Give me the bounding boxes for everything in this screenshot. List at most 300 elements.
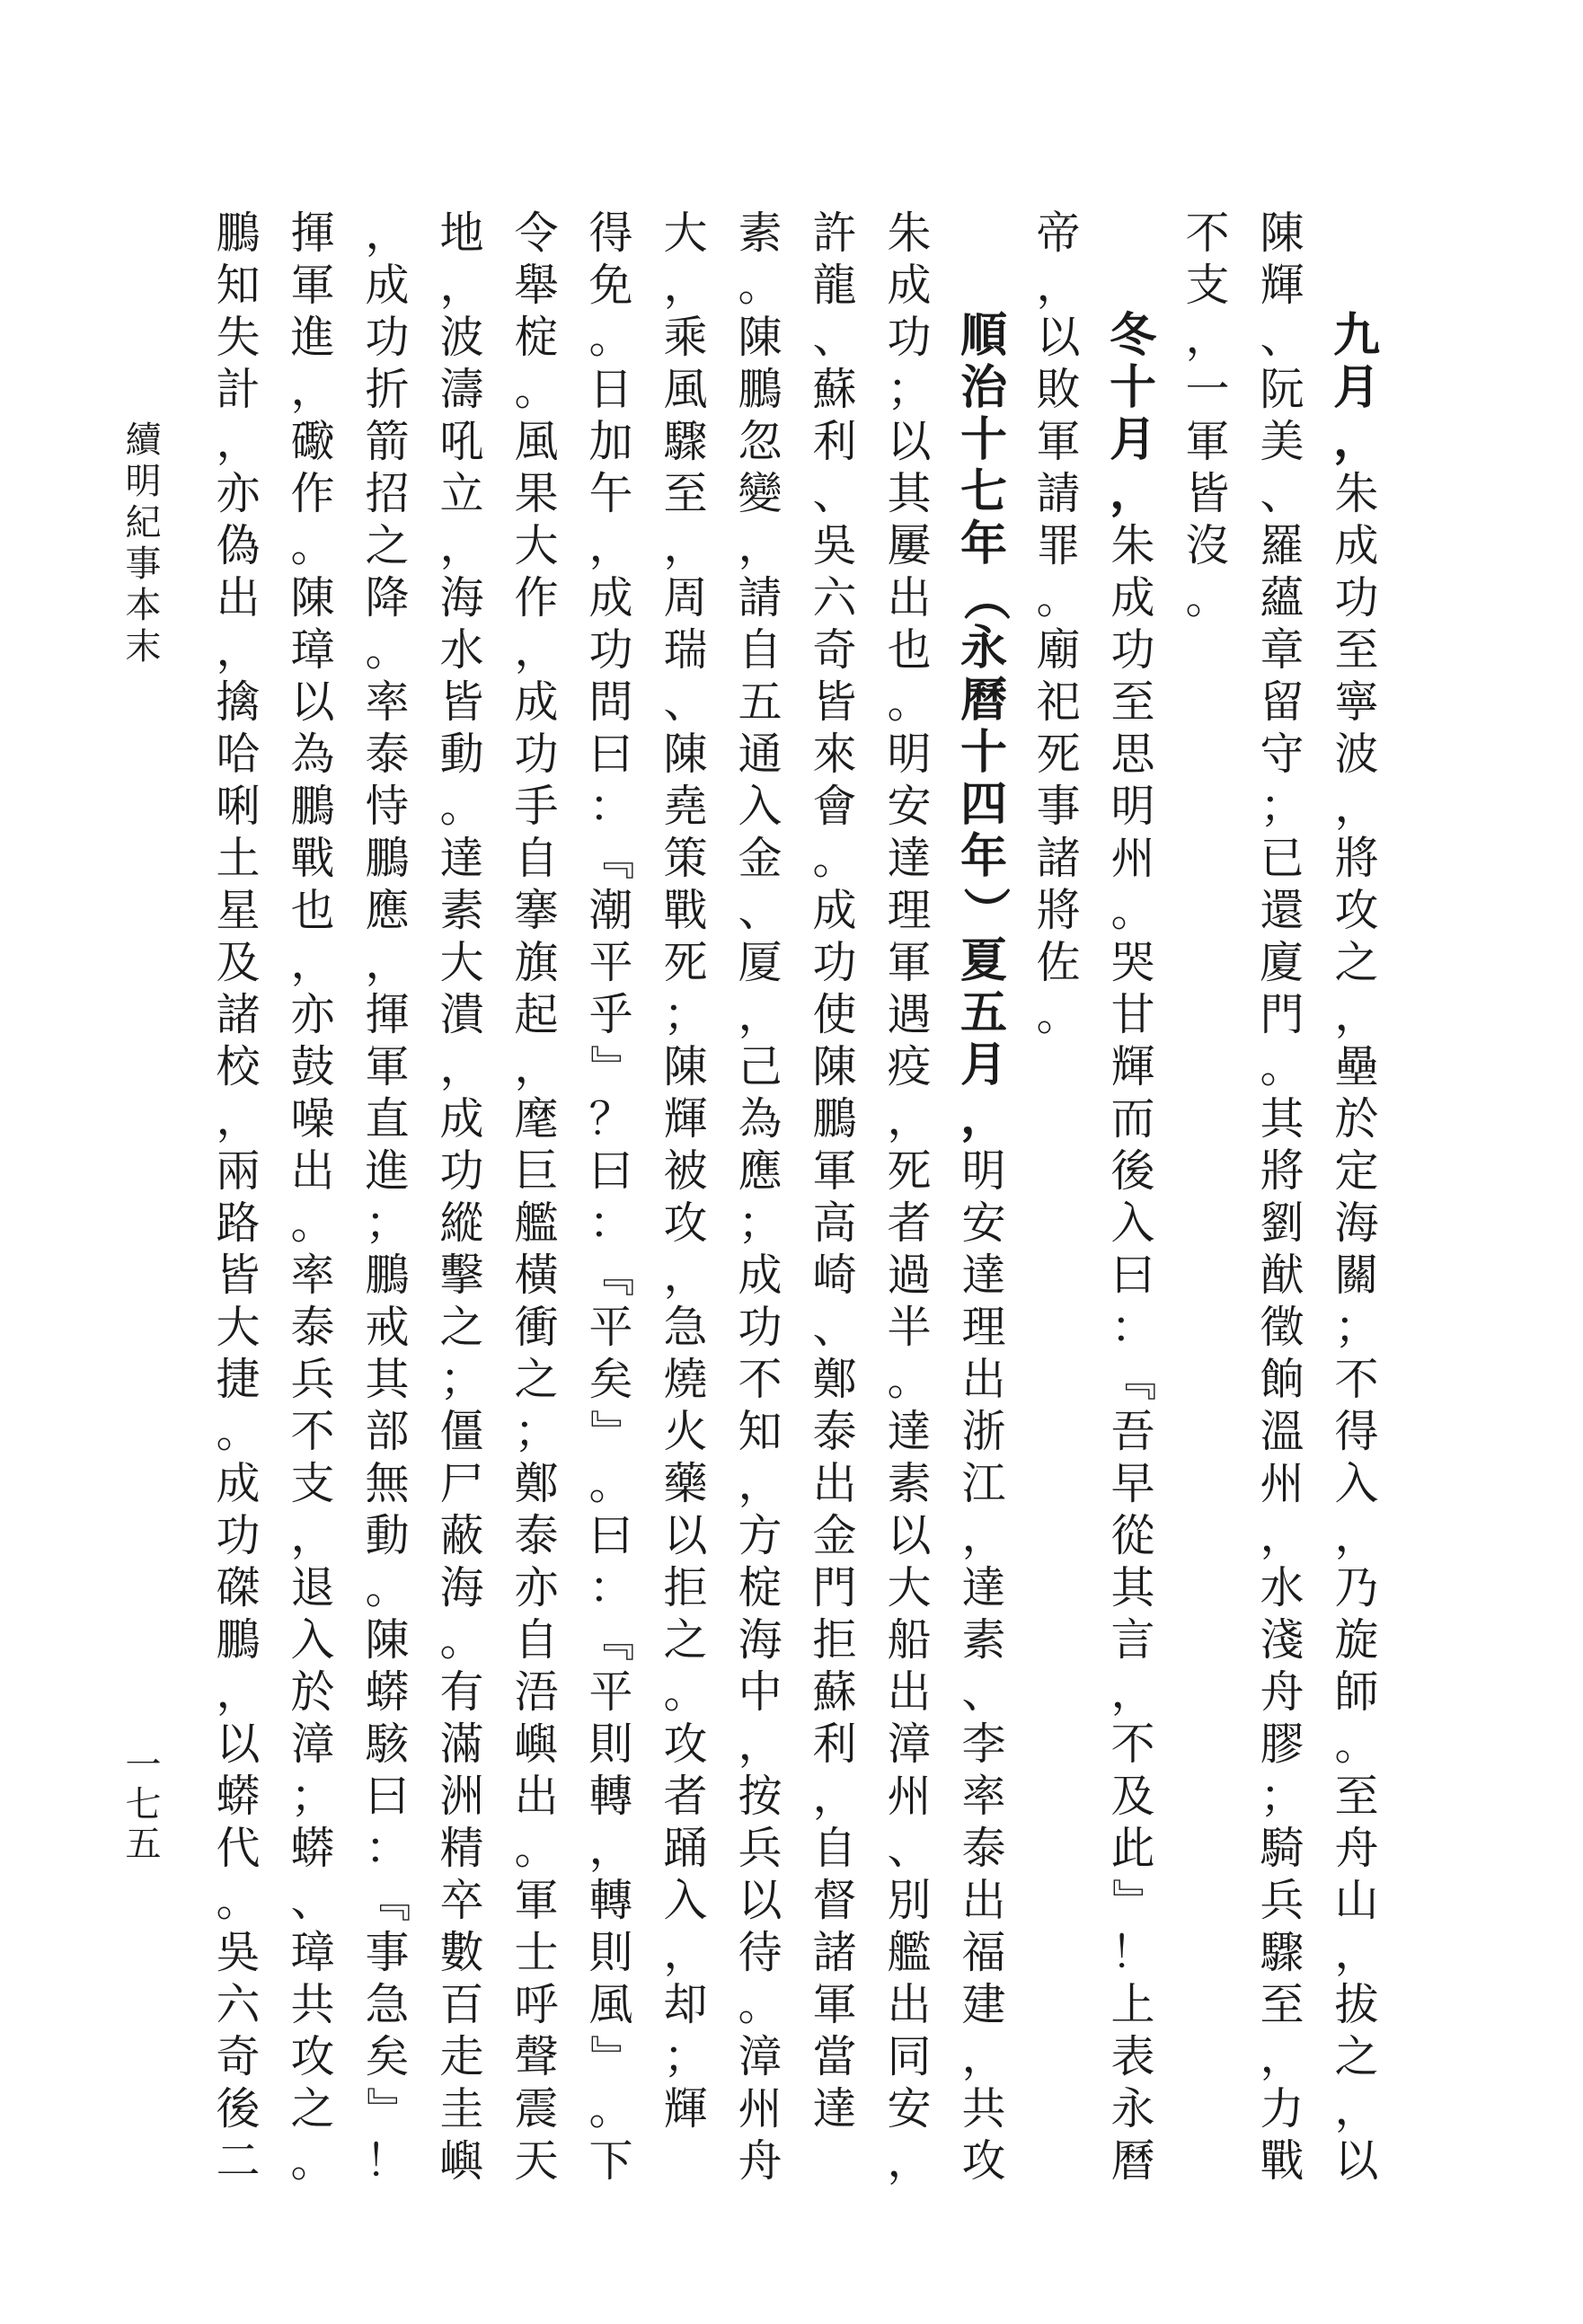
- glyph-cell: ，: [216, 1093, 261, 1144]
- glyph-cell: 鵬: [812, 1093, 857, 1144]
- indent-cell: [960, 259, 1007, 311]
- glyph-cell: 州: [1260, 1458, 1304, 1508]
- glyph-cell: 六: [812, 572, 857, 623]
- glyph-cell: 溫: [1260, 1406, 1304, 1456]
- glyph-cell: 轉: [588, 1875, 633, 1925]
- glyph-cell: 奇: [216, 2031, 261, 2081]
- glyph-cell: 上: [1110, 1979, 1155, 2029]
- glyph-cell: 其: [1260, 1093, 1304, 1144]
- glyph-cell: 之: [365, 520, 410, 570]
- glyph-cell: 達: [439, 833, 484, 883]
- glyph-cell: 七: [960, 467, 1008, 518]
- glyph-cell: 諸: [812, 1927, 857, 1977]
- glyph-cell: 驟: [663, 416, 708, 466]
- glyph-cell: 、: [738, 885, 783, 935]
- glyph-cell: 出: [887, 1979, 932, 2029]
- glyph-cell: 蔽: [439, 1510, 484, 1560]
- glyph-cell: 風: [514, 416, 559, 466]
- glyph-cell: 年: [960, 832, 1008, 883]
- glyph-cell: ，: [1334, 989, 1379, 1039]
- glyph-cell: 一: [1185, 364, 1230, 414]
- glyph-cell: ，: [1333, 415, 1381, 466]
- glyph-cell: 自: [514, 1614, 559, 1665]
- glyph-cell: 火: [663, 1406, 708, 1456]
- glyph-cell: 功: [514, 729, 559, 779]
- glyph-cell: 。: [290, 520, 335, 570]
- glyph-cell: 為: [290, 729, 335, 779]
- glyph-cell: 椗: [738, 1562, 783, 1613]
- glyph-cell: 吼: [439, 416, 484, 466]
- glyph-cell: 。: [290, 2135, 335, 2186]
- glyph-cell: 。: [588, 312, 633, 362]
- glyph-cell: 成: [812, 885, 857, 935]
- glyph-cell: 月: [960, 1040, 1008, 1091]
- text-column: [959, 207, 1010, 2187]
- glyph-cell: 。: [514, 1823, 559, 1873]
- indent-cell: [1110, 259, 1156, 311]
- glyph-cell: ，: [738, 1719, 783, 1769]
- glyph-cell: 鵬: [290, 781, 335, 831]
- glyph-cell: 陳: [663, 729, 708, 779]
- glyph-cell: 校: [216, 1041, 261, 1091]
- glyph-cell: 四: [960, 780, 1008, 831]
- glyph-cell: 達: [887, 1406, 932, 1456]
- glyph-cell: ，: [1260, 1510, 1304, 1560]
- glyph-cell: 佐: [1036, 937, 1081, 987]
- glyph-cell: 『: [586, 1252, 636, 1297]
- text-column: [1035, 207, 1082, 2187]
- glyph-cell: 己: [738, 1041, 783, 1091]
- glyph-cell: 師: [1334, 1666, 1379, 1717]
- glyph-cell: 鼓: [290, 1041, 335, 1091]
- glyph-cell: 戰: [290, 833, 335, 883]
- glyph-cell: 永: [1110, 2083, 1155, 2134]
- glyph-cell: ；: [1334, 1302, 1379, 1352]
- glyph-cell: 作: [514, 572, 559, 623]
- glyph-cell: 十: [960, 728, 1008, 779]
- glyph-cell: 阮: [1260, 364, 1304, 414]
- glyph-cell: ，: [1334, 1927, 1379, 1977]
- glyph-cell: 至: [1260, 1979, 1304, 2029]
- glyph-cell: 自: [738, 624, 783, 675]
- glyph-cell: 。: [1334, 1719, 1379, 1769]
- glyph-cell: ！: [365, 2135, 410, 2186]
- glyph-cell: （: [959, 574, 1010, 622]
- glyph-cell: 來: [812, 729, 857, 779]
- glyph-cell: 順: [960, 311, 1008, 362]
- glyph-cell: 則: [588, 1719, 633, 1769]
- glyph-cell: 精: [439, 1823, 484, 1873]
- glyph-cell: 曰: [588, 1510, 633, 1560]
- glyph-cell: 海: [439, 1562, 484, 1613]
- glyph-cell: 之: [290, 2083, 335, 2134]
- glyph-cell: 帝: [1036, 208, 1081, 258]
- glyph-cell: 泰: [514, 1510, 559, 1560]
- glyph-cell: 。: [365, 624, 410, 675]
- glyph-cell: 大: [663, 208, 708, 258]
- glyph-cell: 劉: [1260, 1197, 1304, 1248]
- glyph-cell: ，: [663, 1250, 708, 1300]
- glyph-cell: 以: [887, 1510, 932, 1560]
- glyph-cell: 軍: [365, 1041, 410, 1091]
- glyph-cell: ：: [588, 1197, 633, 1248]
- glyph-cell: ；: [1260, 1771, 1304, 1821]
- glyph-cell: 大: [887, 1562, 932, 1613]
- glyph-cell: 起: [514, 989, 559, 1039]
- glyph-cell: 出: [216, 572, 261, 623]
- glyph-cell: 皆: [439, 676, 484, 727]
- glyph-cell: 麾: [514, 1093, 559, 1144]
- glyph-cell: 以: [1036, 312, 1081, 362]
- glyph-cell: ？: [588, 1093, 633, 1144]
- glyph-cell: 有: [439, 1666, 484, 1717]
- glyph-cell: 言: [1110, 1614, 1155, 1665]
- glyph-cell: 戰: [663, 885, 708, 935]
- glyph-cell: 及: [216, 937, 261, 987]
- glyph-cell: 攻: [1334, 885, 1379, 935]
- glyph-cell: 以: [216, 1719, 261, 1769]
- glyph-cell: 』: [586, 1409, 636, 1454]
- glyph-cell: ，: [663, 260, 708, 310]
- glyph-cell: 。: [1185, 572, 1230, 623]
- glyph-cell: 自: [812, 1823, 857, 1873]
- glyph-cell: 鵬: [365, 833, 410, 883]
- glyph-cell: 入: [1334, 1458, 1379, 1508]
- glyph-cell: 金: [812, 1510, 857, 1560]
- glyph-cell: 泰: [961, 1823, 1006, 1873]
- glyph-cell: 以: [738, 1875, 783, 1925]
- glyph-cell: 自: [514, 833, 559, 883]
- glyph-cell: 十: [1110, 363, 1157, 414]
- glyph-cell: 不: [1185, 208, 1230, 258]
- glyph-cell: 達: [887, 833, 932, 883]
- glyph-cell: 羅: [1260, 520, 1304, 570]
- glyph-cell: 曆: [1110, 2135, 1155, 2186]
- glyph-cell: 漳: [290, 1719, 335, 1769]
- glyph-cell: 矣: [588, 1354, 633, 1404]
- glyph-cell: 之: [1334, 2031, 1379, 2081]
- glyph-cell: 半: [887, 1302, 932, 1352]
- glyph-cell: 攻: [961, 2135, 1006, 2186]
- glyph-cell: ，: [514, 624, 559, 675]
- glyph-cell: 潮: [588, 885, 633, 935]
- glyph-cell: 皆: [812, 676, 857, 727]
- glyph-cell: 還: [1260, 885, 1304, 935]
- glyph-cell: 金: [738, 833, 783, 883]
- glyph-cell: 數: [439, 1927, 484, 1977]
- glyph-cell: ，: [663, 1927, 708, 1977]
- glyph-cell: 死: [887, 1145, 932, 1196]
- glyph-cell: 轉: [588, 1771, 633, 1821]
- glyph-cell: 代: [216, 1823, 261, 1873]
- glyph-cell: 守: [1260, 729, 1304, 779]
- glyph-cell: 以: [1334, 2135, 1379, 2186]
- glyph-cell: 淺: [1260, 1614, 1304, 1665]
- glyph-cell: ；: [514, 1406, 559, 1456]
- glyph-cell: 死: [663, 937, 708, 987]
- text-column: [811, 207, 858, 2187]
- glyph-cell: 兵: [290, 1354, 335, 1404]
- glyph-cell: 震: [514, 2083, 559, 2134]
- glyph-cell: 屢: [887, 520, 932, 570]
- glyph-cell: 衝: [514, 1302, 559, 1352]
- glyph-cell: 則: [588, 1927, 633, 1977]
- glyph-cell: 亦: [290, 989, 335, 1039]
- glyph-cell: 同: [887, 2031, 932, 2081]
- glyph-cell: ；: [365, 1197, 410, 1248]
- glyph-cell: 呼: [514, 1979, 559, 2029]
- glyph-cell: 徵: [1260, 1302, 1304, 1352]
- glyph-cell: 表: [1110, 2031, 1155, 2081]
- glyph-cell: 支: [290, 1458, 335, 1508]
- glyph-cell: 輝: [663, 1093, 708, 1144]
- glyph-cell: ，: [290, 364, 335, 414]
- glyph-cell: 搴: [514, 885, 559, 935]
- glyph-cell: 其: [365, 1354, 410, 1404]
- glyph-cell: 、: [887, 1823, 932, 1873]
- glyph-cell: 輝: [1110, 1041, 1155, 1091]
- glyph-cell: 動: [439, 729, 484, 779]
- glyph-cell: 以: [290, 676, 335, 727]
- glyph-cell: 亦: [216, 468, 261, 518]
- glyph-cell: 作: [290, 468, 335, 518]
- glyph-cell: 後: [216, 2083, 261, 2134]
- glyph-cell: 遇: [887, 989, 932, 1039]
- glyph-cell: 波: [439, 312, 484, 362]
- glyph-cell: ，: [1036, 260, 1081, 310]
- glyph-cell: 奇: [812, 624, 857, 675]
- glyph-cell: 折: [365, 364, 410, 414]
- glyph-cell: 高: [812, 1197, 857, 1248]
- glyph-cell: 亦: [514, 1562, 559, 1613]
- glyph-cell: 利: [812, 416, 857, 466]
- glyph-cell: 風: [588, 1979, 633, 2029]
- glyph-cell: 『: [362, 1878, 412, 1922]
- glyph-cell: 退: [290, 1562, 335, 1613]
- glyph-cell: 潰: [439, 989, 484, 1039]
- glyph-cell: 及: [1110, 1771, 1155, 1821]
- glyph-cell: ，: [961, 1510, 1006, 1560]
- glyph-cell: 。: [439, 781, 484, 831]
- glyph-cell: 『: [586, 835, 636, 880]
- glyph-cell: 督: [812, 1875, 857, 1925]
- glyph-cell: ，: [738, 1458, 783, 1508]
- glyph-cell: 成: [1334, 520, 1379, 570]
- glyph-cell: 波: [1334, 729, 1379, 779]
- glyph-cell: 急: [663, 1302, 708, 1352]
- glyph-cell: 。: [812, 833, 857, 883]
- glyph-cell: 沒: [1185, 520, 1230, 570]
- glyph-cell: 從: [1110, 1510, 1155, 1560]
- glyph-cell: 動: [365, 1510, 410, 1560]
- glyph-cell: 陳: [663, 1041, 708, 1091]
- glyph-cell: 五: [738, 676, 783, 727]
- glyph-cell: 。: [1260, 1041, 1304, 1091]
- glyph-cell: 會: [812, 781, 857, 831]
- glyph-cell: 出: [514, 1771, 559, 1821]
- glyph-cell: 應: [738, 1145, 783, 1196]
- glyph-cell: 夏: [960, 936, 1008, 987]
- glyph-cell: 者: [663, 1771, 708, 1821]
- glyph-cell: 知: [216, 260, 261, 310]
- glyph-cell: 功: [439, 1145, 484, 1196]
- glyph-cell: 十: [960, 415, 1008, 466]
- glyph-cell: 日: [588, 364, 633, 414]
- glyph-cell: 、: [663, 676, 708, 727]
- glyph-cell: 素: [887, 1458, 932, 1508]
- glyph-cell: ，: [1260, 2031, 1304, 2081]
- glyph-cell: 中: [738, 1666, 783, 1717]
- glyph-cell: 海: [738, 1614, 783, 1665]
- glyph-cell: 海: [1334, 1197, 1379, 1248]
- glyph-cell: ，: [961, 2031, 1006, 2081]
- glyph-cell: 功: [365, 312, 410, 362]
- glyph-cell: 曆: [960, 676, 1008, 727]
- glyph-cell: 蘊: [1260, 572, 1304, 623]
- glyph-cell: 水: [1260, 1562, 1304, 1613]
- glyph-cell: 鄭: [812, 1354, 857, 1404]
- glyph-cell: 。: [738, 260, 783, 310]
- glyph-cell: 燒: [663, 1354, 708, 1404]
- glyph-cell: 待: [738, 1927, 783, 1977]
- glyph-cell: 之: [663, 1614, 708, 1665]
- glyph-cell: ，: [1185, 312, 1230, 362]
- glyph-cell: 月: [1333, 363, 1381, 414]
- glyph-cell: 手: [514, 781, 559, 831]
- glyph-cell: ，: [887, 2135, 932, 2186]
- glyph-cell: 入: [1110, 1197, 1155, 1248]
- glyph-cell: 駭: [365, 1719, 410, 1769]
- glyph-cell: 舉: [514, 260, 559, 310]
- glyph-cell: 。: [738, 1979, 783, 2029]
- glyph-cell: 得: [588, 208, 633, 258]
- glyph-cell: 使: [812, 989, 857, 1039]
- glyph-cell: 率: [961, 1771, 1006, 1821]
- glyph-cell: 椗: [514, 312, 559, 362]
- glyph-cell: 其: [1110, 1562, 1155, 1613]
- glyph-cell: 。: [1110, 885, 1155, 935]
- glyph-cell: 招: [365, 468, 410, 518]
- glyph-cell: 陳: [738, 312, 783, 362]
- glyph-cell: 旗: [514, 937, 559, 987]
- glyph-cell: ，: [216, 1666, 261, 1717]
- glyph-cell: 達: [961, 1562, 1006, 1613]
- glyph-cell: 永: [960, 623, 1008, 675]
- glyph-cell: 土: [216, 833, 261, 883]
- glyph-cell: 旋: [1334, 1614, 1379, 1665]
- glyph-cell: 素: [961, 1614, 1006, 1665]
- glyph-cell: 軍: [1036, 416, 1081, 466]
- glyph-cell: 大: [514, 520, 559, 570]
- glyph-cell: 素: [738, 208, 783, 258]
- glyph-cell: 海: [439, 572, 484, 623]
- glyph-cell: 、: [961, 1666, 1006, 1717]
- glyph-cell: 礮: [290, 416, 335, 466]
- glyph-cell: 厦: [738, 937, 783, 987]
- glyph-cell: ，: [290, 937, 335, 987]
- glyph-cell: 策: [663, 833, 708, 883]
- indent-cell: [1333, 207, 1380, 259]
- glyph-cell: 不: [738, 1354, 783, 1404]
- glyph-cell: 五: [960, 988, 1008, 1039]
- glyph-cell: 江: [961, 1458, 1006, 1508]
- glyph-cell: 至: [1110, 676, 1155, 727]
- glyph-cell: 至: [663, 468, 708, 518]
- glyph-cell: 廟: [1036, 624, 1081, 675]
- glyph-cell: 許: [812, 208, 857, 258]
- glyph-cell: 進: [365, 1145, 410, 1196]
- glyph-cell: 入: [290, 1614, 335, 1665]
- glyph-cell: 出: [812, 1458, 857, 1508]
- glyph-cell: ，: [290, 1510, 335, 1560]
- glyph-cell: 軍: [887, 937, 932, 987]
- glyph-cell: 踊: [663, 1823, 708, 1873]
- glyph-cell: 鵬: [216, 208, 261, 258]
- glyph-cell: 鵬: [365, 1250, 410, 1300]
- glyph-cell: 『: [1108, 1356, 1158, 1401]
- glyph-cell: 成: [439, 1093, 484, 1144]
- glyph-cell: 為: [738, 1093, 783, 1144]
- glyph-cell: ；: [439, 1354, 484, 1404]
- glyph-cell: 州: [738, 2083, 783, 2134]
- glyph-cell: 成: [216, 1458, 261, 1508]
- glyph-cell: 當: [812, 2031, 857, 2081]
- glyph-cell: 』: [586, 2034, 636, 2079]
- glyph-cell: 滿: [439, 1719, 484, 1769]
- glyph-cell: 二: [216, 2135, 261, 2186]
- glyph-cell: 祀: [1036, 676, 1081, 727]
- glyph-cell: 拒: [812, 1614, 857, 1665]
- glyph-cell: 崎: [812, 1250, 857, 1300]
- glyph-cell: 冬: [1110, 311, 1157, 362]
- glyph-cell: 無: [365, 1458, 410, 1508]
- glyph-cell: 星: [216, 885, 261, 935]
- glyph-cell: 蟒: [216, 1771, 261, 1821]
- glyph-cell: 平: [588, 1302, 633, 1352]
- glyph-cell: 朱: [887, 208, 932, 258]
- glyph-cell: 膠: [1260, 1719, 1304, 1769]
- glyph-cell: 定: [1334, 1145, 1379, 1196]
- glyph-cell: 偽: [216, 520, 261, 570]
- glyph-cell: 功: [812, 937, 857, 987]
- glyph-cell: 水: [439, 624, 484, 675]
- glyph-cell: 者: [887, 1197, 932, 1248]
- glyph-cell: 被: [663, 1145, 708, 1196]
- glyph-cell: 璋: [290, 624, 335, 675]
- glyph-cell: 甘: [1110, 989, 1155, 1039]
- glyph-cell: 風: [663, 364, 708, 414]
- glyph-cell: 、: [1260, 312, 1304, 362]
- glyph-cell: 理: [961, 1302, 1006, 1352]
- glyph-cell: 支: [1185, 260, 1230, 310]
- glyph-cell: 尸: [439, 1458, 484, 1508]
- glyph-cell: 至: [1334, 1771, 1379, 1821]
- glyph-cell: 立: [439, 468, 484, 518]
- glyph-cell: 也: [887, 624, 932, 675]
- glyph-cell: 早: [1110, 1458, 1155, 1508]
- glyph-cell: 皆: [216, 1250, 261, 1300]
- glyph-cell: 、: [290, 1875, 335, 1925]
- glyph-cell: 乘: [663, 312, 708, 362]
- glyph-cell: ：: [588, 1562, 633, 1613]
- glyph-cell: 疫: [887, 1041, 932, 1091]
- glyph-cell: 攻: [290, 2031, 335, 2081]
- glyph-cell: 率: [365, 676, 410, 727]
- glyph-cell: 曰: [588, 729, 633, 779]
- glyph-cell: 乎: [588, 989, 633, 1039]
- text-column: [1333, 207, 1380, 2187]
- glyph-cell: 請: [1036, 468, 1081, 518]
